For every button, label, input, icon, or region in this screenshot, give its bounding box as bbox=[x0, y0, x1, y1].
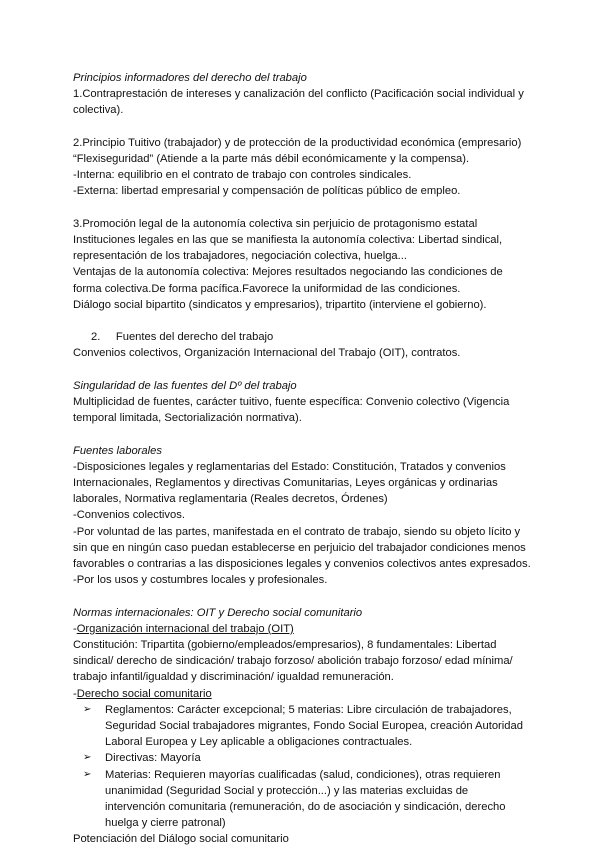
heading-singularidad: Singularidad de las fuentes del Dº del trabajo bbox=[73, 379, 297, 392]
paragraph-line: forma colectiva.De forma pacífica.Favorece la uniformidad de las condiciones. bbox=[73, 282, 461, 295]
dsc-title: Derecho social comunitario bbox=[76, 687, 212, 700]
bullet-line: Laboral Europea y Ley aplicable a obligaciones contractuales. bbox=[105, 736, 413, 749]
heading-normas: Normas internacionales: OIT y Derecho social comunitario bbox=[73, 606, 363, 619]
paragraph-line: -Convenios colectivos. bbox=[73, 509, 185, 522]
paragraph-line: sindical/ derecho de sindicación/ trabajo forzoso/ abolición trabajo forzoso/ edad mínima/ bbox=[73, 655, 513, 668]
bullet-line: Seguridad Social trabajadores migrantes, Fondo Social Europea, creación Autoridad bbox=[105, 720, 523, 733]
document-page bbox=[73, 70, 533, 848]
bullet-line: Directivas: Mayoría bbox=[105, 752, 201, 765]
paragraph-line: trabajo infantil/igualdad y discriminación/ igualdad remuneración. bbox=[73, 671, 394, 684]
paragraph-line: 3.Promoción legal de la autonomía colectiva sin perjuicio de protagonismo estatal bbox=[73, 217, 478, 230]
heading-fuentes-laborales: Fuentes laborales bbox=[73, 444, 162, 457]
bullet-line: intervención comunitaria (remuneración, do de asociación y sindicación, derecho bbox=[105, 801, 506, 814]
paragraph-line: Internacionales, Reglamentos y directivas Comunitarias, Leyes orgánicas y ordinarias bbox=[73, 477, 498, 489]
arrow-bullet-icon: ➢ bbox=[83, 703, 92, 715]
bullet-line: Reglamentos: Carácter excepcional; 5 materias: Libre circulación de trabajadores, bbox=[105, 703, 512, 716]
paragraph-line: “Flexiseguridad” (Atiende a la parte más débil económicamente y la compensa). bbox=[73, 153, 470, 165]
heading-principios: Principios informadores del derecho del trabajo bbox=[73, 72, 307, 84]
bullet-item-reglamentos bbox=[73, 702, 533, 751]
arrow-bullet-icon: ➢ bbox=[83, 752, 92, 764]
paragraph-line: temporal limitada, Sectorialización normativa). bbox=[73, 412, 302, 425]
paragraph-line: 2.Principio Tuitivo (trabajador) y de protección de la productividad económica (empresario) bbox=[73, 136, 522, 149]
paragraph-line: -Por voluntad de las partes, manifestada en el contrato de trabajo, siendo su objeto lícito y bbox=[73, 525, 521, 538]
paragraph-line: -Por los usos y costumbres locales y profesionales. bbox=[73, 574, 328, 587]
paragraph-line: -Externa: libertad empresarial y compensación de políticas público de empleo. bbox=[73, 185, 461, 198]
subheading-oit: -Organización internacional del trabajo (OIT) bbox=[73, 622, 294, 635]
bullet-line: huelga y cierre patronal) bbox=[105, 817, 226, 830]
bullet-line: Materias: Requieren mayorías cualificadas (salud, condiciones), otras requieren bbox=[105, 768, 501, 781]
paragraph-line: -Disposiciones legales y reglamentarias del Estado: Constitución, Tratados y convenios bbox=[73, 460, 506, 473]
paragraph-line: sin que en ningún caso puedan establecerse en perjuicio del trabajador condiciones menos bbox=[73, 541, 526, 554]
numbered-item-fuentes bbox=[73, 329, 533, 345]
subheading-dsc: -Derecho social comunitario bbox=[73, 687, 212, 700]
bullet-item-directivas bbox=[73, 750, 533, 766]
paragraph-line: Multiplicidad de fuentes, carácter tuitivo, fuente específica: Convenio colectivo (Vigencia bbox=[73, 396, 510, 408]
closing-line: Potenciación del Diálogo social comunitario bbox=[73, 833, 289, 846]
paragraph-line: Convenios colectivos, Organización Internacional del Trabajo (OIT), contratos. bbox=[73, 347, 461, 360]
item-text: Fuentes del derecho del trabajo bbox=[115, 331, 274, 344]
bullet-item-materias bbox=[73, 767, 533, 832]
arrow-bullet-icon: ➢ bbox=[83, 768, 92, 780]
paragraph-line: -Interna: equilibrio en el contrato de trabajo con controles sindicales. bbox=[73, 169, 412, 182]
paragraph-line: representación de los trabajadores, negociación colectiva, huelga... bbox=[73, 250, 407, 263]
paragraph-line: colectiva). bbox=[73, 104, 124, 117]
oit-title: Organización internacional del trabajo (OIT) bbox=[76, 622, 294, 635]
paragraph-line: laborales, Normativa reglamentaria (Reales decretos, Órdenes) bbox=[73, 493, 388, 506]
item-number: 2. bbox=[91, 331, 101, 344]
paragraph-line: Constitución: Tripartita (gobierno/empleados/empresarios), 8 fundamentales: Libertad bbox=[73, 639, 497, 652]
paragraph-line: 1.Contraprestación de intereses y canalización del conflicto (Pacificación social individual y bbox=[73, 88, 524, 101]
bullet-line: unanimidad (Seguridad Social y protección...) y las materias excluidas de bbox=[105, 784, 469, 797]
paragraph-line: Instituciones legales en las que se manifiesta la autonomía colectiva: Libertad sindical, bbox=[73, 234, 503, 246]
paragraph-line: Diálogo social bipartito (sindicatos y empresarios), tripartito (interviene el gobierno). bbox=[73, 298, 487, 311]
paragraph-line: favorables o contrarias a las disposiciones legales y convenios colectivos antes expresados. bbox=[73, 558, 531, 571]
paragraph-line: Ventajas de la autonomía colectiva: Mejores resultados negociando las condiciones de bbox=[73, 266, 503, 279]
